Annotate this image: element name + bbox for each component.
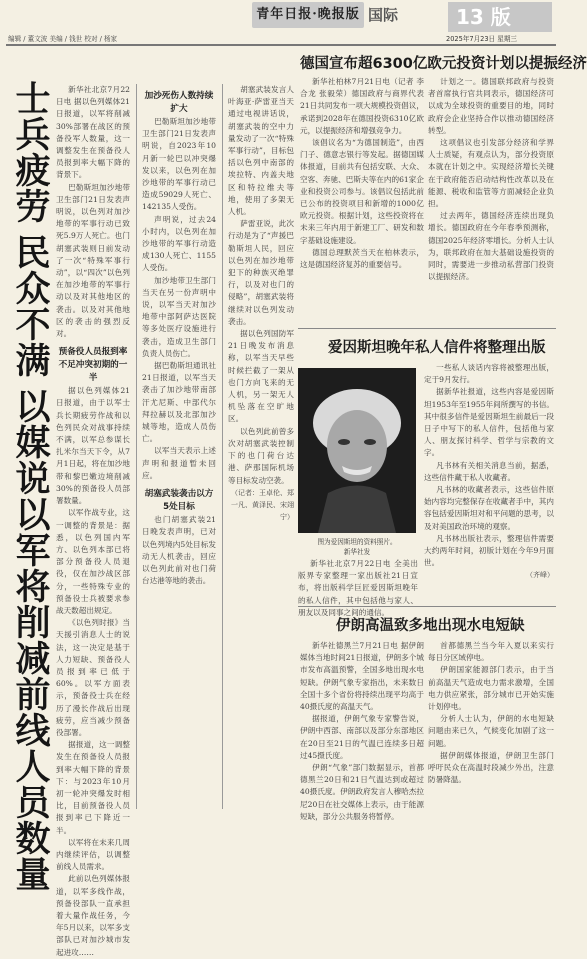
subheading: 预备役人员报到率不足冲突初期的一半: [58, 347, 128, 384]
paragraph: 此前以色列媒体报道，以军多线作战，预备役部队一直承担着大量作战任务，今年5月以来，以军多支部队已对加沙城市发起进攻……: [56, 874, 130, 957]
paragraph: 首都德黑兰当今年入夏以来实行每日分区域停电。: [428, 641, 554, 663]
paragraph: 据报道，伊朗气象专家警告说，伊朗中西部、南部以及部分东部地区在20日至21日的气温已连续多日超过45摄氏度。: [300, 714, 424, 760]
caption-text: 图为爱因斯坦的资料照片。: [317, 538, 397, 546]
section-divider: [298, 606, 556, 607]
article-column: [428, 640, 554, 810]
article-column: [424, 362, 554, 602]
paragraph: 萨雷亚说，此次行动是为了“声援巴勒斯坦人民，回应以色列在加沙地带犯下的种族灭绝罪行，以及对也门的侵略”，胡塞武装将继续对以色列发动袭击。: [228, 219, 294, 326]
section-divider: [298, 328, 556, 329]
paragraph: 据伊朗媒体报道，伊朗卫生部门呼吁民众在高温时段减少外出，注意防暑降温。: [428, 750, 554, 785]
article-column: [300, 76, 424, 324]
headline-part: 以媒说以军将削减前线人员数量: [10, 388, 50, 892]
editor-credits: 编辑 / 董文波 美编 / 钱世 校对 / 杨家: [8, 35, 118, 43]
column-divider: [136, 84, 137, 809]
paragraph: 新华社北京7月22日电 据以色列媒体21日报道，以军将削减30%部署在战区的预备役军人数量，这一调整发生在预备役人员报到率大幅下降的背景下。: [56, 85, 130, 180]
paragraph: 加沙地带卫生部门当天在另一份声明中说，以军当天对加沙地带中部阿萨达医院等多处医疗设施进行袭击，造成卫生部门负责人员伤亡。: [142, 275, 216, 358]
paragraph: 分析人士认为，伊朗的水电短缺问题由来已久，气候变化加剧了这一问题。: [428, 714, 554, 748]
paragraph: 伊朗“气象”部门数据显示，首都德黑兰20日和21日气温达到或超过40摄氏度。伊朗政府发言人穆哈杰拉尼20日在社交媒体上表示，由于能源短缺，部分公共服务将暂停。: [300, 763, 424, 821]
page-number: 13 版: [448, 2, 552, 32]
paragraph: 以军当天表示上述声明和报道暂未回应。: [142, 446, 216, 480]
paragraph: 以军将在未来几周内继续评估，以调整前线人员需求。: [56, 837, 130, 872]
article-column: [428, 76, 554, 324]
article-title: 伊朗高温致多地出现水电短缺: [336, 618, 525, 634]
section-name: 国际: [368, 6, 399, 24]
paragraph: 《以色列时报》当天援引消息人士的说法，这一决定是基于人力短缺、预备役人员报到率已低于60%。以军方面表示，预备役士兵在经历了漫长作战后出现疲劳，应当减少预备役部署。: [56, 618, 130, 737]
page-header: [0, 0, 560, 48]
paragraph: 据巴勒斯坦通讯社21日报道，以军当天袭击了加沙地带南部汗尤尼斯、中部代尔拜拉赫以及北部加沙城等地，造成人员伤亡。: [142, 361, 216, 444]
header-rule: [6, 44, 556, 46]
paragraph: 凡书林出版社表示，整理信件需要大约两年时间，初版计划在今年9月面世。: [424, 533, 554, 568]
paragraph: 凡书林有关相关消息当前，据悉，这些信件藏于私人收藏者。: [424, 460, 554, 482]
article-title: 德国宣布超6300亿欧元投资计划以提振经济: [300, 56, 587, 72]
paragraph: 德国总理默茨当天在柏林表示，这是德国经济复苏的重要信号。: [300, 247, 424, 270]
paragraph: 计划之一。德国联邦政府与投资者首席执行官共同表示，德国经济可以成为全球投资的重要目的地，同时政府会企业坚持合作以推动德国经济转型。: [428, 77, 554, 135]
article-column: [298, 558, 418, 617]
caption-credit: 新华社发: [343, 548, 371, 556]
subheading: 加沙死伤人数持续扩大: [144, 91, 214, 114]
issue-date: 2025年7月23日 星期三: [446, 35, 518, 43]
article-column: [300, 640, 424, 821]
paragraph: 据新华社报道，这些内容是爱因斯坦1953年至1955年间所撰写的书信。其中很多信件是爱因斯坦生前最后一段日子中写下的私人信件，包括他与家人、朋友探讨科学、哲学与宗教的文字。: [424, 387, 554, 458]
paragraph: 据以色列国防军21日晚发布消息称，以军当天早些时候拦截了一架从也门方向飞来的无人机，另一架无人机坠落在空旷地区。: [228, 329, 294, 424]
paragraph: 新华社北京7月22日电 全美出版界专家整理一家出版社21日宣布，将出版科学巨匠爱因斯坦晚年的私人信件，其中包括他与家人、朋友以及同事之间的通信。: [298, 559, 418, 617]
headline-part: 士兵疲劳: [10, 80, 50, 224]
paragraph: 新华社德黑兰7月21日电 据伊朗媒体当地时间21日报道，伊朗多个城市发布高温预警，全国多地出现水电短缺。伊朗气象专家指出，未来数日全国十多个省份将持续出现平均高于40摄氏度的高温天气。: [300, 641, 424, 712]
paragraph: 据报道，这一调整发生在预备役人员报到率大幅下降的背景下：与2023年10月初一轮冲突爆发时相比，目前预备役人员报到率已下降近一半。: [56, 740, 130, 835]
portrait-image: [298, 368, 416, 533]
paragraph: 也门胡塞武装21日晚发表声明，已对以色列境内5处目标发动无人机袭击，回应以色列此前对也门荷台达港等地的袭击。: [142, 515, 216, 586]
paragraph: 一些私人谈话内容将被整理出版，定于9月发行。: [424, 363, 554, 385]
paragraph: 这项倡议也引发部分经济和学界人士质疑，有观点认为，部分投资原本就在计划之中。实现经济增长关键在于政府能否启动结构性改革以及在能源、税收和监管等方面减轻企业负担。: [428, 138, 554, 209]
byline: （齐峰）: [526, 571, 554, 580]
main-headline: [6, 80, 50, 892]
article-column: [228, 84, 294, 809]
paragraph: 据以色列媒体21日报道，由于以军士兵长期疲劳作战和以色列民众对战事持续不满，以军总参谋长扎米尔当天下令，从7月1日起，将在加沙地带和黎巴嫩边境削减30%的预备役人员部署数量。: [56, 386, 130, 506]
subheading: 胡塞武装袭击以方5处目标: [144, 489, 214, 513]
paragraph: 凡书林的收藏者表示，这些信件原始内容均完整保存在收藏者手中，其内容包括爱因斯坦对和平问题的思考，以及对美国政治环境的观察。: [424, 485, 554, 531]
paragraph: 该倡议名为“为德国制造”，由西门子、德意志银行等发起。据德国媒体报道，目前共有包括安联、大众、空客、奔驰、巴斯夫等在内的61家企业和投资公司参与。该倡议包括此前已公布的投资项目和新增的1000亿欧元投资。根据计划，这些投资将在未来三年内用于新建工厂、研发和数字基础设施建设。: [300, 138, 424, 245]
masthead-logo: 青年日报·晚报版: [252, 2, 364, 28]
paragraph: 胡塞武装发言人叶海亚·萨雷亚当天通过电视讲话说，胡塞武装的空中力量发动了一次“特殊军事行动”，目标包括以色列中南部的埃拉特、内盖夫地区和特拉维夫等地，使用了多架无人机。: [228, 85, 294, 217]
einstein-photo: [298, 368, 416, 533]
paragraph: 巴勒斯坦加沙地带卫生部门21日发表声明说，自2023年10月新一轮巴以冲突爆发以来，以色列在加沙地带的军事行动已造成59029人死亡、142135人受伤。: [142, 117, 216, 212]
byline: （记者：王卓伦、郑一凡、黄泽民、宋翊宁）: [231, 488, 294, 522]
paragraph: 过去两年，德国经济连续出现负增长。德国政府在今年春季预测称，德国2025年经济零增长。分析人士认为，联邦政府在加大基础设施投资的同时，需要进一步推动私营部门投资以提振经济。: [428, 211, 554, 282]
column-divider: [222, 84, 223, 809]
paragraph: 伊朗国家能源部门表示，由于当前高温天气造成电力需求激增，全国电力供应紧张，部分城市已开始实施计划停电。: [428, 665, 554, 712]
article-column: [142, 84, 216, 809]
article-column: [56, 84, 130, 957]
paragraph: 以色列此前曾多次对胡塞武装控制下的也门荷台达港、萨那国际机场等目标发动空袭。: [228, 426, 294, 485]
paragraph: 以军作战专业，这一调整的背景是：据悉，以色列国内军方、以色列本部已将部分预备役人员退役，仅在加沙战区部分，一些特殊专业的预备役士兵被要求参战天数超出规定。: [56, 508, 130, 615]
paragraph: 新华社柏林7月21日电（记者 李合龙 张毅荣）德国政府与商界代表21日共同发布一项大规模投资倡议，承诺到2028年在德国投资6310亿欧元，以提振经济和增强竞争力。: [300, 77, 424, 135]
photo-caption: [298, 536, 416, 556]
article-title: 爱因斯坦晚年私人信件将整理出版: [328, 340, 546, 356]
paragraph: 巴勒斯坦加沙地带卫生部门21日发表声明说，以色列对加沙地带的军事行动已致死5.9万人死亡。也门胡塞武装则日前发动了一次“特殊军事行动”，以“四次”以色列在加沙地带的军事行动以及对其他地区的袭击。以及对其他地区的袭击的强烈反对。: [56, 182, 130, 339]
paragraph: 声明说，过去24小时内，以色列在加沙地带的军事行动造成130人死亡、1155人受伤。: [142, 214, 216, 273]
headline-part: 民众不满: [10, 234, 50, 378]
